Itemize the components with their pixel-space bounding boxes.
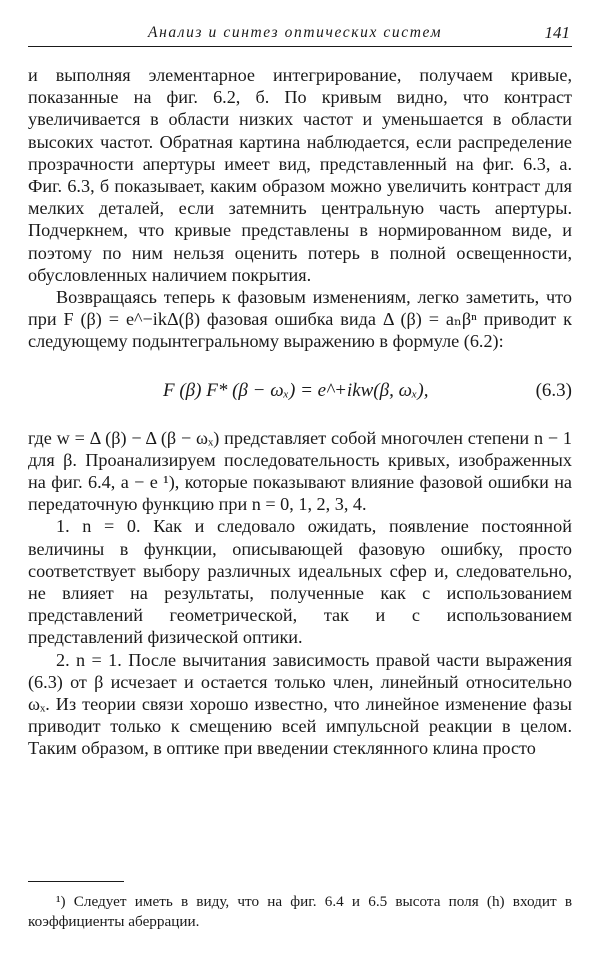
equation-number: (6.3) bbox=[535, 379, 572, 401]
paragraph-1: и выполняя элементарное интегрирование, получаем кривые, показанные на фиг. 6.2, б. По кривым видно, что контраст увеличивается в области низких частот и уменьшается в области высоких частот. Обратная картина наблюдается, если распределение прозрачности апертуры имеет вид, представленный на фиг. 6.3, а. Фиг. 6.3, б показывает, каким образом можно увеличить контраст для мелких деталей, если затемнить центральную часть апертуры. Подчеркнем, что кривые представлены в нормированном виде, и поэтому по ним нельзя оценить потерь в полной освещенности, обусловленных наличием покрытия. bbox=[28, 65, 572, 285]
paragraph-5: 2. n = 1. После вычитания зависимость правой части выражения (6.3) от β исчезает и остается только член, линейный относительно ωₓ. Из теории связи хорошо известно, что линейное изменение фазы приводит только к смещению всей импульсной реакции в целом. Таким образом, в оптике при введении стеклянного клина просто bbox=[28, 649, 572, 759]
paragraph-3: где w = Δ (β) − Δ (β − ωₓ) представляет собой многочлен степени n − 1 для β. Проанализируем последовательность кривых, изображенных на фиг. 6.4, а − е ¹), которые показывают влияние фазовой ошибки на передаточную функцию при n = 0, 1, 2, 3, 4. bbox=[28, 427, 572, 515]
paragraph-2: Возвращаясь теперь к фазовым изменениям, легко заметить, что при F (β) = e^−ikΔ(β) фазовая ошибка вида Δ (β) = aₙβⁿ приводит к следующему подынтегральному выражению в формуле (6.2): bbox=[28, 287, 572, 352]
equation-body: F (β) F* (β − ωₓ) = e^+ikw(β, ωₓ), bbox=[163, 379, 429, 401]
running-head bbox=[28, 20, 572, 47]
footnote: ¹) Следует иметь в виду, что на фиг. 6.4 и 6.5 высота поля (h) входит в коэффициенты аберрации. bbox=[28, 893, 572, 930]
page-number: 141 bbox=[544, 23, 570, 42]
footnote-rule bbox=[28, 881, 124, 882]
equation-6-3 bbox=[28, 376, 572, 404]
main-text bbox=[28, 64, 572, 760]
running-title: Анализ и синтез оптических систем bbox=[148, 24, 443, 41]
paragraph-4: 1. n = 0. Как и следовало ожидать, появление постоянной величины в функции, описывающей фазовую ошибку, просто соответствует выбору различных идеальных сфер и, следовательно, не влияет на результаты, полученные как с использованием представлений геометрической, так и с использованием представлений физической оптики. bbox=[28, 516, 572, 648]
